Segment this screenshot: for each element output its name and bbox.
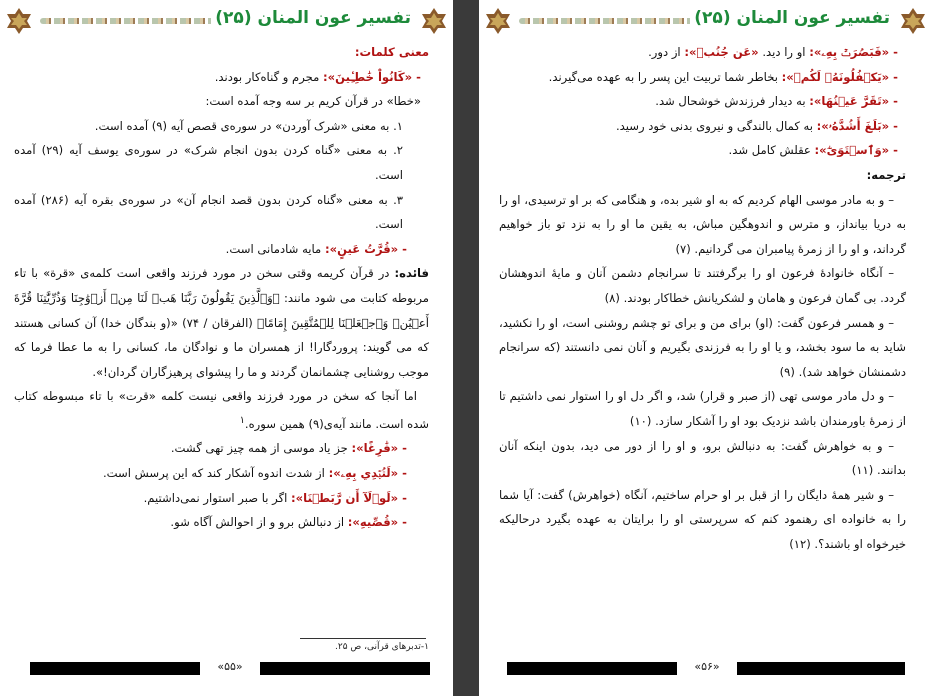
- word-meaning-line: [14, 436, 429, 461]
- ornament-icon: [898, 7, 928, 35]
- word-meaning-line: [499, 89, 906, 114]
- translation-paragraph: – آنگاه خانوادهٔ فرعون او را برگرفتند تا سرانجام دشمن آنان و مایهٔ اندوهشان گردد. بی گمان فرعون و هامان و لشکریانش خطاکار بودند. (۸): [499, 266, 906, 305]
- footer-bar: [507, 662, 677, 675]
- translation-paragraph: – و شیر همهٔ دایگان را از قبل بر او حرام ساختیم، آنگاه (خواهرش) گفت: آیا شما را به خانواده ای رهنمود کنم که سرپرستی او را برایتان به عهده بگیرد درحالیکه خیرخواه او باشند؟. (۱۲): [499, 487, 906, 551]
- page-header: [0, 6, 453, 36]
- footnote: ۱-تدبرهای قرآنی، ص ۲۵.: [334, 642, 429, 652]
- numbered-item: [14, 114, 429, 139]
- word-meaning-line: [14, 486, 429, 511]
- quran-term: - «قُرَّتُ عَينٍ»:: [324, 241, 407, 256]
- term-meaning: مایه شادمانی است.: [225, 241, 325, 256]
- translation-paragraph: – و به خواهرش گفت: به دنبالش برو، و او را از دور می دید، بدون اینکه آنان بدانند. (۱۱): [499, 438, 906, 478]
- footnote-marker: ۱: [239, 414, 245, 426]
- ornament-icon: [419, 7, 449, 35]
- numbered-item: [14, 138, 429, 187]
- word-meaning-line: [14, 65, 429, 90]
- quran-term: - «قُصِّيهِ»:: [347, 515, 407, 530]
- translation-paragraph: – و همسر فرعون گفت: (او) برای من و برای تو چشم روشنی است، او را نکشید، شاید به ما سود بخشد، و یا او را به فرزندی بگیریم و آنان نمی دانستند (که سرانجام دشمنشان خواهد شد). (۹): [499, 315, 906, 379]
- page-header: [479, 6, 932, 36]
- quran-term: - «وَٱسۡتَوَىٰٓ»:: [814, 143, 898, 158]
- footer-bar: [737, 662, 905, 675]
- section-title: ترجمه:: [866, 167, 906, 182]
- word-meaning-line: [499, 65, 906, 90]
- ornament-icon: [4, 7, 34, 35]
- page-footer: [479, 660, 932, 680]
- numbered-item: [14, 188, 429, 237]
- quran-term: - «بَلَغَ أَشُدَّهُۥ»:: [816, 118, 898, 133]
- footer-bar: [30, 662, 200, 675]
- right-page-body: [499, 40, 906, 556]
- faede-text: در قرآن کریمه وقتی سخن در مورد فرزند واقعی است کلمه‌ی «قرة» با تاء مربوطه کتابت می شود مانند: ﴿وَٱلَّذِينَ يَقُولُونَ رَبَّنَا هَبۡ لَنَا مِنۡ أَزۡوَٰجِنَا وَذُرِّيَّٰتِنَا قُرَّةَ أَعۡيُنٖ وَٱجۡعَلۡنَا لِلۡمُتَّقِينَ إِمَامًا﴾ (الفرقان / ۷۴) «(و بندگان خدا) آن کسانی هستند که می گویند: پروردگارا! از همسران ما و نوادگان ما، کسانی را به ما عطا فرما که موجب روشنایی چشمانمان گردند و ما را پیشوای پرهیزگاران گردان!».: [14, 266, 429, 379]
- term-meaning: از دور.: [648, 45, 685, 59]
- word-meaning-line: [499, 114, 906, 139]
- term-meaning: به کمال بالندگی و نیروی بدنی خود رسید.: [616, 118, 817, 133]
- header-title: تفسیر عون المنان (۲۵): [211, 8, 415, 28]
- quran-term: - «تَقَرَّ عَيۡنُهَا»:: [809, 94, 898, 109]
- header-band: [519, 18, 719, 24]
- quran-term: - «لَتُبۡدِي بِهِۦ»:: [328, 465, 407, 480]
- section-title: معنی کلمات:: [354, 45, 429, 59]
- term-meaning: اگر با صبر استوار نمی‌داشتیم.: [143, 490, 292, 505]
- item-number: ۱.: [393, 118, 403, 133]
- page-footer: [0, 660, 453, 680]
- word-meaning-line: [14, 237, 429, 262]
- word-meaning-line: [499, 40, 906, 65]
- text-line: «خطا» در قرآن کریم بر سه وجه آمده است:: [205, 94, 421, 109]
- term-meaning: به دیدار فرزندش خوشحال شد.: [655, 94, 810, 109]
- header-title: تفسیر عون المنان (۲۵): [690, 8, 894, 28]
- term-meaning: از شدت اندوه آشکار کند که این پرسش است.: [102, 465, 329, 480]
- left-page-body: [14, 40, 429, 535]
- quran-term: «عَن جُنُبٖ»:: [684, 45, 759, 59]
- paragraph: [14, 384, 429, 436]
- item-number: ۳.: [393, 192, 404, 207]
- footnote-divider: [300, 638, 426, 639]
- term-meaning: عقلش کامل شد.: [728, 143, 815, 158]
- quran-term: - «يَكۡفُلُونَهُۥ لَكُمۡ»:: [781, 69, 898, 84]
- item-text: به معنی «گناه کردن بدون قصد انجام آن» در سوره‌ی بقره آیه (۲۸۶) آمده است.: [14, 192, 403, 232]
- translation-paragraph: – و دل مادر موسی تهی (از صبر و قرار) شد، و اگر دل او را استوار نمی داشتیم تا از زمرهٔ باورمندان باشد نزدیک بود او را آشکار سازد. (۱۰): [499, 389, 906, 428]
- left-page: [0, 0, 453, 696]
- paragraph-text: اما آنجا که سخن در مورد فرزند واقعی نیست کلمه «قرت» با تاء مبسوطه کتاب شده است. مانند آیه‌ی(۹) همین سوره.: [14, 389, 429, 431]
- quran-term: - «فَٰرِغًا»:: [351, 441, 407, 456]
- page-number: «۵۶»: [694, 660, 720, 673]
- quran-term: - «كَانُواْ خَٰطِـِٔينَ»:: [323, 69, 421, 84]
- item-text: به معنی «گناه کردن بدون انجام شرک» در سوره‌ی یوسف آیه (۲۹) آمده است.: [14, 143, 403, 182]
- page-number: «۵۵»: [217, 660, 243, 673]
- ornament-icon: [483, 7, 513, 35]
- word-meaning-line: [14, 461, 429, 486]
- term-meaning: بخاطر شما تربیت این پسر را به عهده می‌گیرند.: [548, 69, 782, 84]
- quran-term: - «فَبَصُرَتۡ بِهِۦ»:: [809, 45, 898, 59]
- book-gutter: [453, 0, 479, 696]
- word-meaning-line: [14, 510, 429, 535]
- right-page: [479, 0, 932, 696]
- item-number: ۲.: [393, 143, 403, 158]
- term-meaning: او را دید.: [758, 45, 810, 59]
- word-meaning-line: [499, 138, 906, 163]
- footer-bar: [260, 662, 430, 675]
- faede-label: فائده:: [394, 266, 429, 281]
- term-meaning: از دنبالش برو و از احوالش آگاه شو.: [170, 515, 348, 530]
- translation-paragraph: – و به مادر موسی الهام کردیم که به او شیر بده، و هنگامی که بر او ترسیدی، او را به دریا بیانداز، و مترس و اندوهگین مباش، به یقین ما او را به نزد تو باز خواهیم گرداند، و او را از زمرهٔ پیامبران می گردانیم. (۷): [499, 192, 906, 256]
- term-meaning: مجرم و گناه‌کار بودند.: [214, 69, 324, 84]
- faede-paragraph: [14, 261, 429, 384]
- item-text: به معنی «شرک آوردن» در سوره‌ی قصص آیه (۹) آمده است.: [94, 118, 390, 133]
- term-meaning: جز یاد موسی از همه چیز تهی گشت.: [170, 441, 352, 456]
- quran-term: - «لَوۡلَآ أَن رَّبَطۡنَا»:: [291, 490, 407, 505]
